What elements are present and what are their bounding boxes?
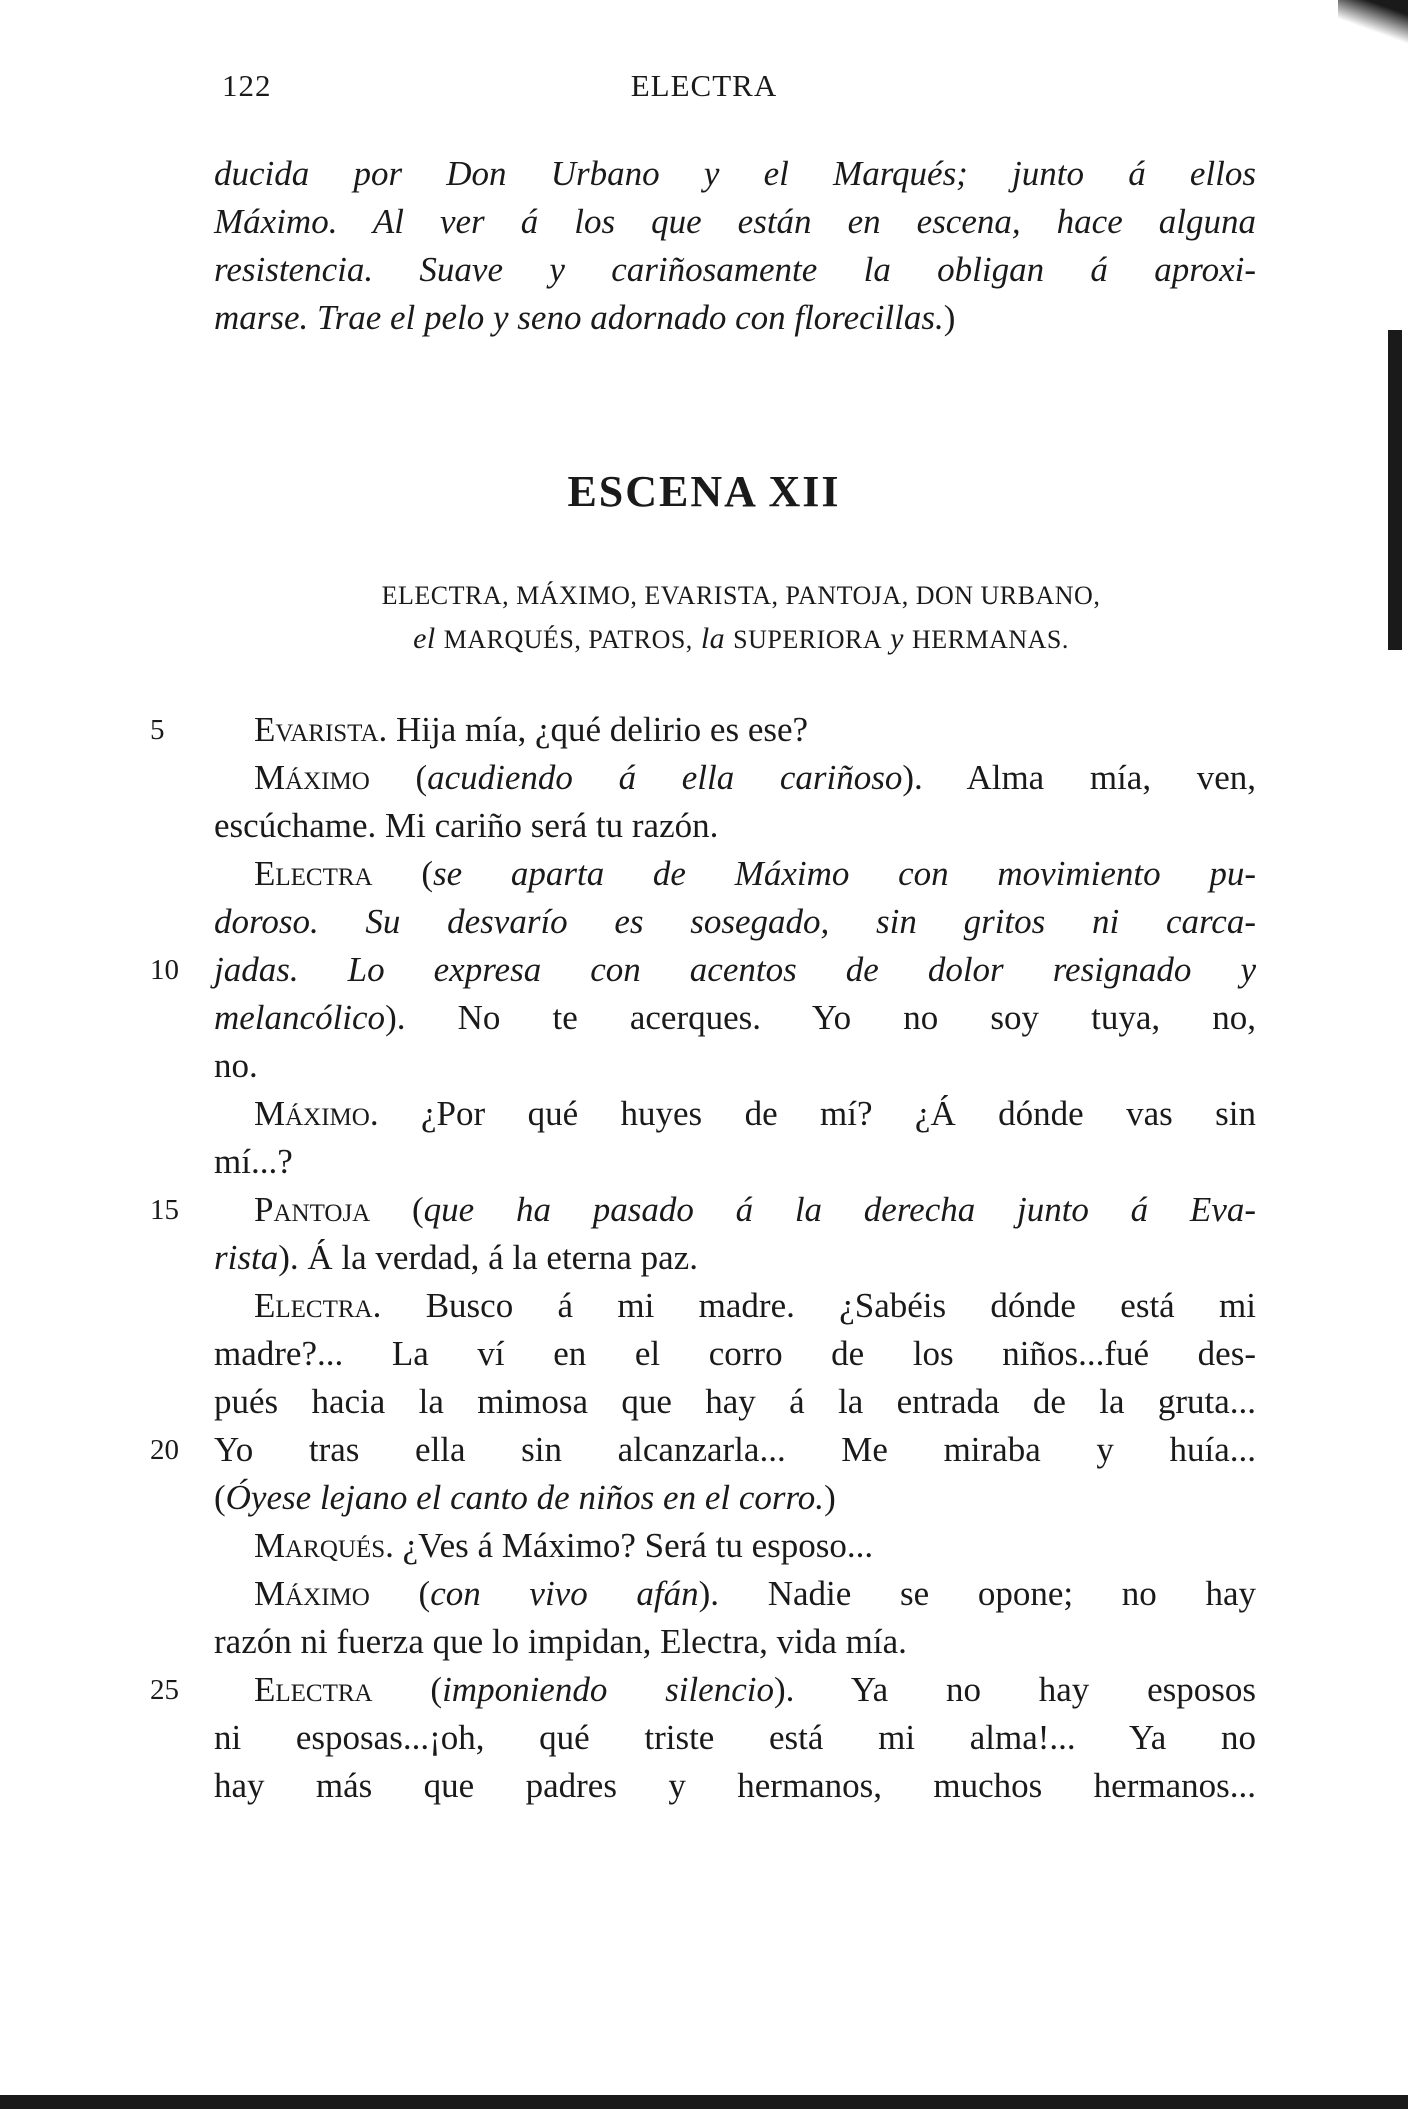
speaker-name: Máximo	[254, 1574, 370, 1613]
dialogue-line: escúchame. Mi cariño será tu razón.	[214, 806, 719, 845]
dialogue-line: (Óyese lejano el canto de niños en el corro.)	[214, 1478, 836, 1517]
dialogue-line: rista). Á la verdad, á la eterna paz.	[214, 1238, 698, 1277]
scan-shadow-corner	[1338, 0, 1408, 48]
scene-title: ESCENA XII	[567, 467, 841, 516]
dialogue-line: Yo tras ella sin alcanzarla... Me miraba y huía...	[214, 1430, 1256, 1469]
stage-direction-line: resistencia. Suave y cariñosamente la obligan á aproxi-	[214, 250, 1256, 289]
stage-direction-line: marse. Trae el pelo y seno adornado con florecillas.)	[214, 298, 956, 337]
line-number: 25	[150, 1674, 179, 1706]
dialogue-line: Máximo (acudiendo á ella cariñoso). Alma mía, ven,	[254, 758, 1256, 797]
speaker-name: Marqués.	[254, 1526, 394, 1565]
speaker-name: Máximo	[254, 758, 370, 797]
scan-shadow-bottom	[0, 2095, 1408, 2109]
dialogue-line: Pantoja (que ha pasado á la derecha junto á Eva-	[254, 1190, 1257, 1229]
dialogue-line: Electra (imponiendo silencio). Ya no hay esposos	[254, 1670, 1256, 1709]
stage-direction-line: Máximo. Al ver á los que están en escena, hace alguna	[214, 202, 1256, 241]
line-number: 10	[150, 954, 179, 986]
speaker-name: Electra	[254, 854, 373, 893]
cast-list-line: ELECTRA, MÁXIMO, EVARISTA, PANTOJA, DON URBANO,	[381, 581, 1101, 610]
dialogue-line: pués hacia la mimosa que hay á la entrada de la gruta...	[214, 1382, 1256, 1421]
dialogue-line: melancólico). No te acerques. Yo no soy tuya, no,	[214, 998, 1256, 1037]
dialogue-line: Marqués. ¿Ves á Máximo? Será tu esposo...	[254, 1526, 874, 1565]
dialogue-line: mí...?	[214, 1142, 293, 1181]
dialogue-line: Máximo. ¿Por qué huyes de mí? ¿Á dónde vas sin	[254, 1094, 1256, 1133]
speaker-name: Electra.	[254, 1286, 382, 1325]
dialogue-line: Máximo (con vivo afán). Nadie se opone; no hay	[254, 1574, 1256, 1613]
page-number: 122	[222, 68, 272, 103]
dialogue-line: ni esposas...¡oh, qué triste está mi alma!... Ya no	[214, 1718, 1256, 1757]
running-title: ELECTRA	[630, 68, 778, 103]
speaker-name: Electra	[254, 1670, 373, 1709]
speaker-name: Máximo.	[254, 1094, 379, 1133]
dialogue-line: Electra. Busco á mi madre. ¿Sabéis dónde está mi	[254, 1286, 1256, 1325]
dialogue-line: doroso. Su desvarío es sosegado, sin gritos ni carca-	[214, 902, 1256, 941]
dialogue-line: Evarista. Hija mía, ¿qué delirio es ese?	[254, 710, 809, 749]
dialogue-line: razón ni fuerza que lo impidan, Electra, vida mía.	[214, 1622, 907, 1661]
cast-list-line: el MARQUÉS, PATROS, la SUPERIORA y HERMANAS.	[413, 622, 1069, 655]
dialogue-line: hay más que padres y hermanos, muchos hermanos...	[214, 1766, 1256, 1805]
stage-direction-line: ducida por Don Urbano y el Marqués; junto á ellos	[214, 154, 1256, 193]
dialogue-line: madre?... La ví en el corro de los niños...fué des-	[214, 1334, 1256, 1373]
line-number: 20	[150, 1434, 179, 1466]
dialogue-line: Electra (se aparta de Máximo con movimiento pu-	[254, 854, 1256, 893]
dialogue-line: jadas. Lo expresa con acentos de dolor resignado y	[214, 950, 1256, 989]
line-number: 15	[150, 1194, 179, 1226]
dialogue-line: no.	[214, 1046, 258, 1085]
speaker-name: Pantoja	[254, 1190, 371, 1229]
line-number: 5	[150, 714, 165, 746]
speaker-name: Evarista.	[254, 710, 388, 749]
